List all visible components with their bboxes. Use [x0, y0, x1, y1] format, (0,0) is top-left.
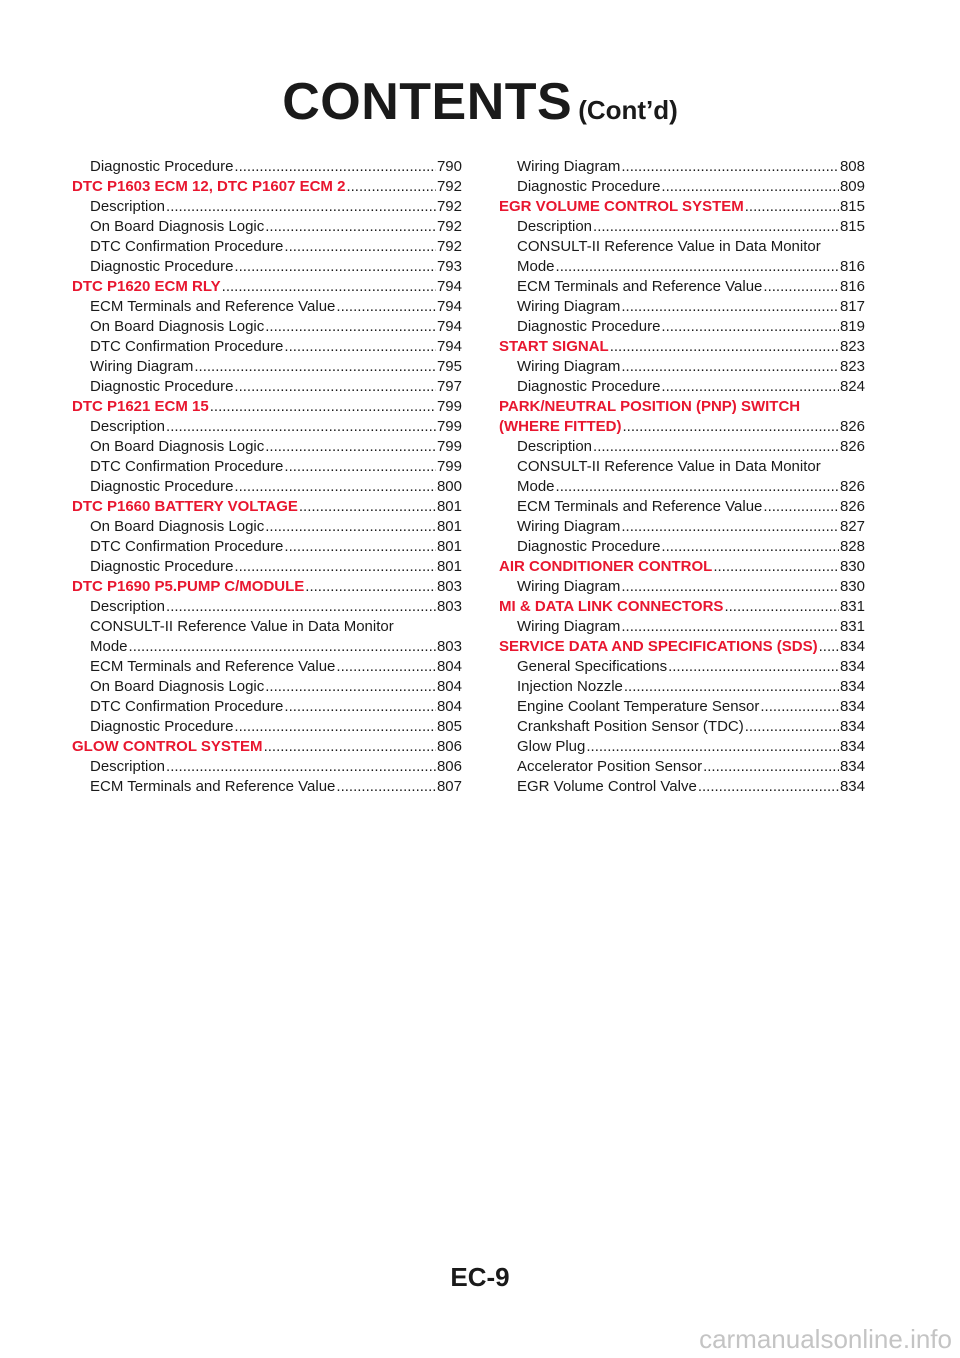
dot-leader — [210, 397, 436, 417]
toc-entry-label: Wiring Diagram — [90, 358, 194, 375]
dot-leader — [763, 277, 839, 297]
toc-page-number: 823 — [839, 358, 865, 375]
toc-entry-label: DTC P1660 BATTERY VOLTAGE — [72, 498, 298, 515]
toc-entry[interactable] — [499, 297, 865, 317]
toc-entry-label: Diagnostic Procedure — [90, 378, 234, 395]
dot-leader — [745, 197, 839, 217]
title-subtitle: (Cont’d) — [578, 95, 678, 125]
toc-entry[interactable] — [499, 537, 865, 557]
dot-leader — [621, 617, 839, 637]
dot-leader — [336, 297, 436, 317]
toc-entry-label: Accelerator Position Sensor — [517, 758, 703, 775]
page-title — [0, 72, 960, 132]
toc-entry[interactable] — [499, 237, 865, 257]
toc-entry-label: DTC Confirmation Procedure — [90, 538, 284, 555]
toc-entry[interactable] — [72, 297, 462, 317]
toc-entry-label: ECM Terminals and Reference Value — [90, 778, 336, 795]
toc-section-heading[interactable] — [499, 637, 865, 657]
dot-leader — [284, 537, 436, 557]
toc-page-number: 834 — [839, 738, 865, 755]
toc-section-heading[interactable] — [499, 557, 865, 577]
toc-page-number: 816 — [839, 258, 865, 275]
toc-entry-label: Diagnostic Procedure — [90, 558, 234, 575]
toc-page-number: 824 — [839, 378, 865, 395]
toc-entry-label: Glow Plug — [517, 738, 586, 755]
toc-page-number: 793 — [436, 258, 462, 275]
toc-entry[interactable] — [72, 657, 462, 677]
dot-leader — [222, 277, 436, 297]
toc-entry[interactable] — [499, 757, 865, 777]
dot-leader — [265, 677, 436, 697]
dot-leader — [234, 717, 436, 737]
toc-entry[interactable] — [499, 497, 865, 517]
toc-entry-label: PARK/NEUTRAL POSITION (PNP) SWITCH — [499, 398, 801, 415]
toc-entry[interactable] — [72, 477, 462, 497]
toc-entry[interactable] — [72, 317, 462, 337]
dot-leader — [166, 597, 436, 617]
toc-entry[interactable] — [72, 677, 462, 697]
toc-entry-label: Diagnostic Procedure — [90, 158, 234, 175]
dot-leader — [234, 557, 436, 577]
toc-page-number: 827 — [839, 518, 865, 535]
toc-entry-label: Wiring Diagram — [517, 578, 621, 595]
toc-entry[interactable] — [72, 697, 462, 717]
toc-page-number: 792 — [436, 218, 462, 235]
toc-entry-label: General Specifications — [517, 658, 668, 675]
toc-entry-label: DTC Confirmation Procedure — [90, 458, 284, 475]
toc-entry-label: On Board Diagnosis Logic — [90, 318, 265, 335]
toc-entry[interactable] — [72, 617, 462, 637]
toc-entry[interactable] — [72, 637, 462, 657]
toc-page-number: 834 — [839, 678, 865, 695]
toc-entry-label: Diagnostic Procedure — [517, 378, 661, 395]
dot-leader — [129, 637, 436, 657]
toc-entry[interactable] — [499, 177, 865, 197]
dot-leader — [703, 757, 839, 777]
toc-entry[interactable] — [72, 777, 462, 797]
toc-entry[interactable] — [499, 317, 865, 337]
toc-entry-label: Wiring Diagram — [517, 298, 621, 315]
toc-page-number: 819 — [839, 318, 865, 335]
toc-page-number: 803 — [436, 578, 462, 595]
toc-page-number: 799 — [436, 458, 462, 475]
toc-entry-label: Diagnostic Procedure — [517, 538, 661, 555]
toc-entry[interactable] — [499, 517, 865, 537]
toc-page-number: 794 — [436, 338, 462, 355]
dot-leader — [284, 237, 436, 257]
toc-page-number: 808 — [839, 158, 865, 175]
toc-page-number: 801 — [436, 538, 462, 555]
toc-section-heading[interactable] — [499, 417, 865, 437]
dot-leader — [661, 177, 839, 197]
toc-entry-label: ECM Terminals and Reference Value — [517, 278, 763, 295]
toc-page-number: 792 — [436, 178, 462, 195]
dot-leader — [624, 677, 839, 697]
toc-page-number: 803 — [436, 638, 462, 655]
toc-entry-label: Description — [90, 418, 166, 435]
toc-page-number: 826 — [839, 418, 865, 435]
toc-entry[interactable] — [499, 617, 865, 637]
toc-entry[interactable] — [499, 157, 865, 177]
toc-entry[interactable] — [499, 717, 865, 737]
toc-entry[interactable] — [499, 457, 865, 477]
toc-entry-label: DTC P1690 P5.PUMP C/MODULE — [72, 578, 305, 595]
toc-section-heading[interactable] — [499, 397, 865, 417]
toc-entry[interactable] — [72, 557, 462, 577]
toc-left-column — [72, 157, 462, 797]
toc-entry-label: Description — [90, 598, 166, 615]
toc-entry-label: On Board Diagnosis Logic — [90, 218, 265, 235]
toc-page-number: 831 — [839, 598, 865, 615]
toc-section-heading[interactable] — [72, 397, 462, 417]
toc-entry[interactable] — [499, 257, 865, 277]
toc-entry[interactable] — [72, 597, 462, 617]
toc-entry-label: Mode — [517, 258, 555, 275]
toc-page-number: 794 — [436, 278, 462, 295]
toc-page-number: 801 — [436, 558, 462, 575]
toc-section-heading[interactable] — [72, 577, 462, 597]
toc-entry-label: Diagnostic Procedure — [517, 318, 661, 335]
toc-entry[interactable] — [72, 257, 462, 277]
toc-page-number: 799 — [436, 398, 462, 415]
dot-leader — [621, 157, 839, 177]
toc-entry[interactable] — [72, 377, 462, 397]
toc-entry-label: ECM Terminals and Reference Value — [517, 498, 763, 515]
toc-right-column — [499, 157, 865, 797]
toc-entry[interactable] — [72, 217, 462, 237]
toc-page-number: 817 — [839, 298, 865, 315]
dot-leader — [234, 477, 436, 497]
dot-leader — [668, 657, 839, 677]
toc-page-number: 815 — [839, 198, 865, 215]
toc-page-number: 816 — [839, 278, 865, 295]
toc-page-number: 790 — [436, 158, 462, 175]
toc-entry-label: Description — [517, 218, 593, 235]
toc-entry[interactable] — [499, 777, 865, 797]
toc-entry[interactable] — [72, 517, 462, 537]
toc-entry-label: ECM Terminals and Reference Value — [90, 658, 336, 675]
dot-leader — [234, 257, 436, 277]
dot-leader — [336, 657, 436, 677]
toc-entry-label: Wiring Diagram — [517, 618, 621, 635]
toc-entry-label: Wiring Diagram — [517, 358, 621, 375]
dot-leader — [763, 497, 839, 517]
toc-page-number: 831 — [839, 618, 865, 635]
dot-leader — [745, 717, 839, 737]
toc-page-number: 800 — [436, 478, 462, 495]
toc-entry-label: AIR CONDITIONER CONTROL — [499, 558, 713, 575]
toc-entry-label: Diagnostic Procedure — [90, 258, 234, 275]
toc-entry-label: Injection Nozzle — [517, 678, 623, 695]
dot-leader — [346, 177, 436, 197]
toc-page-number: 799 — [436, 418, 462, 435]
toc-entry[interactable] — [72, 357, 462, 377]
dot-leader — [760, 697, 839, 717]
dot-leader — [265, 437, 436, 457]
toc-entry-label: CONSULT-II Reference Value in Data Monitor — [90, 618, 394, 635]
dot-leader — [166, 197, 436, 217]
dot-leader — [284, 337, 436, 357]
dot-leader — [698, 777, 839, 797]
toc-entry-label: Mode — [517, 478, 555, 495]
dot-leader — [265, 517, 436, 537]
dot-leader — [305, 577, 436, 597]
toc-page-number: 826 — [839, 438, 865, 455]
toc-entry-label: DTC Confirmation Procedure — [90, 338, 284, 355]
toc-entry-label: START SIGNAL — [499, 338, 609, 355]
dot-leader — [610, 337, 839, 357]
dot-leader — [284, 457, 436, 477]
toc-entry[interactable] — [499, 437, 865, 457]
toc-page-number: 826 — [839, 498, 865, 515]
toc-page-number: 792 — [436, 198, 462, 215]
toc-page-number: 834 — [839, 718, 865, 735]
toc-page-number: 826 — [839, 478, 865, 495]
toc-page-number: 804 — [436, 678, 462, 695]
toc-page-number: 806 — [436, 738, 462, 755]
dot-leader — [593, 217, 839, 237]
toc-page-number: 799 — [436, 438, 462, 455]
dot-leader — [713, 557, 839, 577]
dot-leader — [284, 697, 436, 717]
toc-section-heading[interactable] — [499, 337, 865, 357]
toc-entry-label: (WHERE FITTED) — [499, 418, 622, 435]
dot-leader — [661, 537, 839, 557]
dot-leader — [724, 597, 839, 617]
toc-entry[interactable] — [499, 477, 865, 497]
toc-page-number: 806 — [436, 758, 462, 775]
toc-page-number: 828 — [839, 538, 865, 555]
dot-leader — [622, 417, 838, 437]
toc-entry[interactable] — [72, 197, 462, 217]
dot-leader — [586, 737, 839, 757]
dot-leader — [621, 297, 839, 317]
dot-leader — [621, 357, 839, 377]
toc-entry-label: ECM Terminals and Reference Value — [90, 298, 336, 315]
toc-entry-label: CONSULT-II Reference Value in Data Monitor — [517, 238, 821, 255]
toc-entry[interactable] — [499, 697, 865, 717]
toc-entry-label: Wiring Diagram — [517, 158, 621, 175]
toc-entry-label: MI & DATA LINK CONNECTORS — [499, 598, 724, 615]
toc-page-number: 807 — [436, 778, 462, 795]
toc-entry[interactable] — [72, 157, 462, 177]
toc-page-number: 834 — [839, 758, 865, 775]
dot-leader — [265, 217, 436, 237]
toc-page-number: 823 — [839, 338, 865, 355]
toc-entry-label: EGR VOLUME CONTROL SYSTEM — [499, 198, 744, 215]
dot-leader — [556, 477, 839, 497]
toc-page-number: 797 — [436, 378, 462, 395]
dot-leader — [299, 497, 436, 517]
toc-entry-label: DTC P1620 ECM RLY — [72, 278, 221, 295]
toc-page-number: 804 — [436, 698, 462, 715]
toc-section-heading[interactable] — [72, 497, 462, 517]
toc-entry[interactable] — [72, 457, 462, 477]
toc-entry[interactable] — [499, 677, 865, 697]
toc-entry[interactable] — [72, 717, 462, 737]
toc-entry[interactable] — [499, 357, 865, 377]
watermark: carmanualsonline.info — [699, 1324, 952, 1354]
dot-leader — [336, 777, 436, 797]
toc-entry-label: DTC P1603 ECM 12, DTC P1607 ECM 2 — [72, 178, 346, 195]
toc-page-number: 801 — [436, 518, 462, 535]
dot-leader — [621, 517, 839, 537]
toc-page-number: 804 — [436, 658, 462, 675]
toc-section-heading[interactable] — [499, 597, 865, 617]
toc-section-heading[interactable] — [499, 197, 865, 217]
toc-entry[interactable] — [72, 337, 462, 357]
toc-entry-label: Mode — [90, 638, 128, 655]
toc-entry[interactable] — [72, 417, 462, 437]
toc-entry[interactable] — [72, 437, 462, 457]
toc-entry[interactable] — [499, 737, 865, 757]
page-number: EC-9 — [450, 1262, 510, 1292]
toc-section-heading[interactable] — [72, 177, 462, 197]
dot-leader — [265, 317, 436, 337]
toc-entry[interactable] — [499, 657, 865, 677]
dot-leader — [194, 357, 436, 377]
toc-entry-label: Engine Coolant Temperature Sensor — [517, 698, 760, 715]
toc-entry-label: DTC Confirmation Procedure — [90, 238, 284, 255]
toc-entry-label: SERVICE DATA AND SPECIFICATIONS (SDS) — [499, 638, 818, 655]
toc-entry-label: Description — [90, 198, 166, 215]
toc-section-heading[interactable] — [72, 737, 462, 757]
dot-leader — [264, 737, 436, 757]
toc-page-number: 834 — [839, 698, 865, 715]
toc-entry[interactable] — [72, 237, 462, 257]
toc-entry-label: Diagnostic Procedure — [90, 718, 234, 735]
dot-leader — [166, 757, 436, 777]
toc-page-number: 794 — [436, 318, 462, 335]
toc-section-heading[interactable] — [72, 277, 462, 297]
toc-page-number: 834 — [839, 658, 865, 675]
title-main: CONTENTS — [282, 73, 573, 131]
toc-page-number: 815 — [839, 218, 865, 235]
dot-leader — [166, 417, 436, 437]
toc-entry-label: Diagnostic Procedure — [90, 478, 234, 495]
dot-leader — [556, 257, 839, 277]
toc-entry-label: Description — [517, 438, 593, 455]
toc-page-number: 794 — [436, 298, 462, 315]
toc-page-number: 805 — [436, 718, 462, 735]
toc-page-number: 792 — [436, 238, 462, 255]
toc-entry[interactable] — [72, 757, 462, 777]
toc-entry-label: On Board Diagnosis Logic — [90, 438, 265, 455]
toc-entry[interactable] — [72, 537, 462, 557]
toc-entry-label: Wiring Diagram — [517, 518, 621, 535]
toc-entry-label: EGR Volume Control Valve — [517, 778, 697, 795]
toc-page-number: 803 — [436, 598, 462, 615]
toc-entry-label: GLOW CONTROL SYSTEM — [72, 738, 263, 755]
dot-leader — [593, 437, 839, 457]
toc-entry[interactable] — [499, 217, 865, 237]
toc-entry[interactable] — [499, 377, 865, 397]
toc-entry-label: Crankshaft Position Sensor (TDC) — [517, 718, 744, 735]
toc-entry-label: On Board Diagnosis Logic — [90, 518, 265, 535]
toc-page-number: 795 — [436, 358, 462, 375]
dot-leader — [234, 377, 436, 397]
toc-entry-label: Description — [90, 758, 166, 775]
toc-page-number: 834 — [839, 778, 865, 795]
dot-leader — [234, 157, 436, 177]
toc-page-number: 809 — [839, 178, 865, 195]
toc-entry-label: DTC Confirmation Procedure — [90, 698, 284, 715]
toc-page-number: 834 — [839, 638, 865, 655]
toc-page-number: 830 — [839, 578, 865, 595]
toc-entry[interactable] — [499, 277, 865, 297]
dot-leader — [819, 637, 839, 657]
toc-entry-label: Diagnostic Procedure — [517, 178, 661, 195]
toc-entry[interactable] — [499, 577, 865, 597]
toc-page-number: 801 — [436, 498, 462, 515]
dot-leader — [621, 577, 839, 597]
toc-page-number: 830 — [839, 558, 865, 575]
toc-entry-label: On Board Diagnosis Logic — [90, 678, 265, 695]
dot-leader — [661, 317, 839, 337]
dot-leader — [661, 377, 839, 397]
toc-entry-label: DTC P1621 ECM 15 — [72, 398, 209, 415]
toc-entry-label: CONSULT-II Reference Value in Data Monitor — [517, 458, 821, 475]
